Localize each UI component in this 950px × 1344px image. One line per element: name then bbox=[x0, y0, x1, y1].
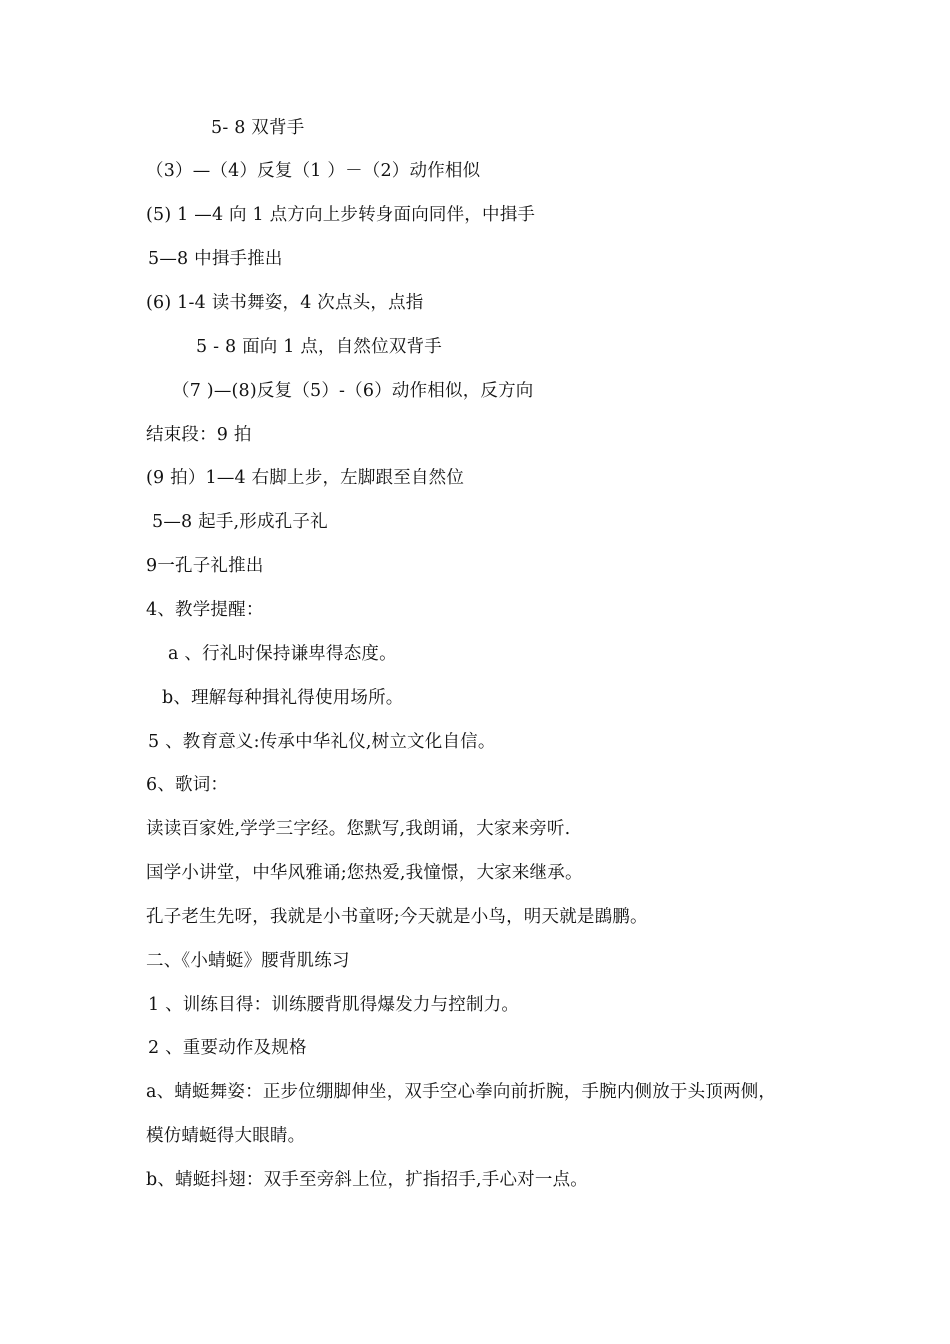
text-line-3: (5) 1 —4 向 1 点方向上步转身面向同伴，中揖手 bbox=[146, 205, 536, 225]
text-line-18: 国学小讲堂，中华风雅诵;您热爱,我憧憬，大家来继承。 bbox=[146, 863, 583, 883]
text-line-21: 1 、训练目得：训练腰背肌得爆发力与控制力。 bbox=[148, 995, 520, 1015]
text-line-24: 模仿蜻蜓得大眼睛。 bbox=[146, 1126, 306, 1146]
text-line-25: b、蜻蜓抖翅：双手至旁斜上位，扩指招手,手心对一点。 bbox=[146, 1170, 588, 1190]
text-line-5: (6) 1-4 读书舞姿，4 次点头，点指 bbox=[146, 293, 424, 313]
text-line-19: 孔子老生先呀，我就是小书童呀;今天就是小鸟，明天就是鵾鹏。 bbox=[146, 907, 648, 927]
text-line-22: 2 、重要动作及规格 bbox=[148, 1038, 307, 1058]
text-line-16: 6、歌词： bbox=[146, 775, 229, 795]
text-line-2: （3）—（4）反复（1 ）－（2）动作相似 bbox=[146, 161, 481, 181]
text-line-13: a 、行礼时保持谦卑得态度。 bbox=[168, 644, 397, 664]
text-line-11: 9一孔子礼推出 bbox=[146, 556, 264, 576]
text-line-20: 二、《小蜻蜓》腰背肌练习 bbox=[146, 951, 350, 971]
text-line-10: 5—8 起手,形成孔子礼 bbox=[152, 512, 328, 532]
text-line-9: (9 拍）1—4 右脚上步，左脚跟至自然位 bbox=[146, 468, 465, 488]
text-line-15: 5 、教育意义:传承中华礼仪,树立文化自信。 bbox=[148, 732, 496, 752]
text-line-6: 5 - 8 面向 1 点，自然位双背手 bbox=[196, 337, 442, 357]
text-line-7: （7 )—(8)反复（5）-（6）动作相似，反方向 bbox=[172, 381, 534, 401]
text-line-8: 结束段：9 拍 bbox=[146, 425, 252, 445]
text-line-23: a、蜻蜓舞姿：正步位绷脚伸坐，双手空心拳向前折腕，手腕内侧放于头顶两侧， bbox=[146, 1082, 777, 1102]
text-line-1: 5- 8 双背手 bbox=[211, 118, 305, 138]
text-line-17: 读读百家姓,学学三字经。您默写,我朗诵，大家来旁听. bbox=[146, 819, 571, 839]
text-line-12: 4、教学提醒： bbox=[146, 600, 264, 620]
text-line-4: 5—8 中揖手推出 bbox=[148, 249, 283, 269]
text-line-14: b、理解每种揖礼得使用场所。 bbox=[162, 688, 404, 708]
